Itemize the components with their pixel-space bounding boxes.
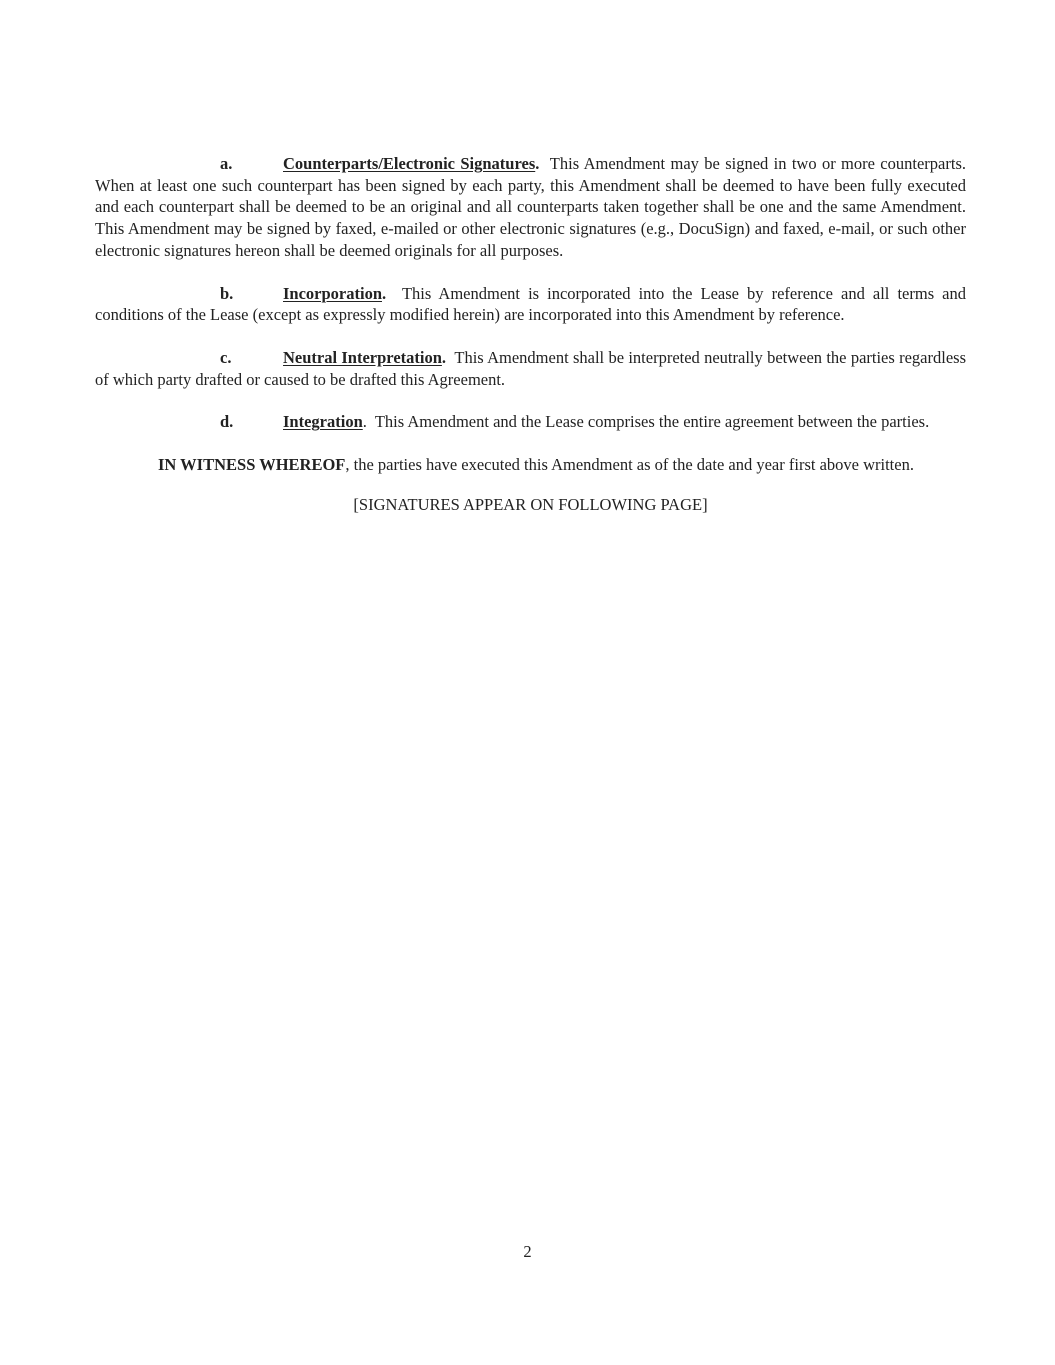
section-text: This Amendment and the Lease comprises the entire agreement between the parties. [374,412,930,432]
witness-lead: IN WITNESS WHEREOF [158,455,346,475]
section-c [95,347,966,390]
section-text: This Amendment is incorporated into the Lease by reference and all terms and conditions of the Lease (except as expressly modified herein) are incorporated into this Amendment by reference. [95,283,966,325]
section-heading: Neutral Interpretation [283,347,442,367]
heading-punctuation: . [441,347,447,367]
section-heading: Incorporation [283,283,382,303]
section-d [95,411,966,433]
section-label: c. [220,347,232,367]
section-b [95,283,966,326]
section-heading: Counterparts/Electronic Signatures [283,154,536,173]
section-label: d. [220,412,234,432]
witness-clause [95,454,966,476]
heading-punctuation: . [362,412,367,432]
section-a [95,153,966,262]
section-text: This Amendment may be signed in two or more counterparts. When at least one such counterpart has been signed by each party, this Amendment shall be deemed to have been fully executed and each counterpart shall be deemed to be an original and all counterparts taken together shall be one and the same Amendment. This Amendment may be signed by faxed, e-mailed or other electronic signatures (e.g., DocuSign) and faxed, e-mail, or such other electronic signatures hereon shall be deemed originals for all purposes. [95,154,966,260]
document-body [95,153,966,515]
witness-text: , the parties have executed this Amendment as of the date and year first above written. [345,455,914,475]
heading-punctuation: . [382,283,387,303]
heading-punctuation: . [535,154,540,173]
section-heading: Integration [283,412,363,432]
section-text: This Amendment shall be interpreted neutrally between the parties regardless of which party drafted or caused to be drafted this Agreement. [95,347,966,389]
page-number: 2 [523,1242,532,1261]
signatures-notice: [SIGNATURES APPEAR ON FOLLOWING PAGE] [353,494,708,514]
section-label: a. [220,154,233,173]
section-label: b. [220,283,234,303]
